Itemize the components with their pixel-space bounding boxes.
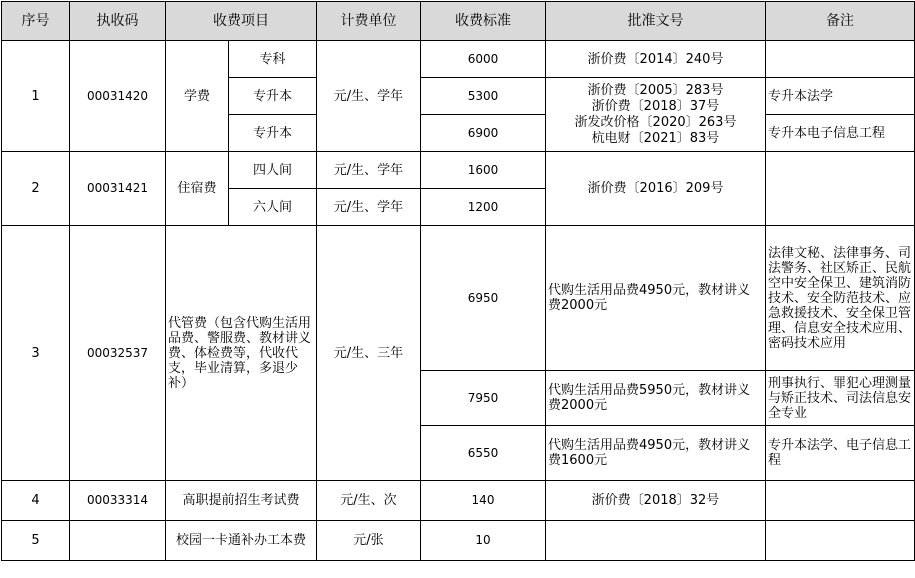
item-cell: 校园一卡通补办工本费 — [166, 521, 317, 561]
note-cell — [766, 481, 915, 521]
unit-cell: 元/生、学年 — [317, 41, 421, 152]
sub-item-cell: 四人间 — [229, 152, 317, 189]
fee-cell: 140 — [421, 481, 546, 521]
approval-cell — [546, 78, 766, 152]
approval-line: 杭电财〔2021〕83号 — [591, 130, 720, 146]
seq-cell: 4 — [2, 481, 70, 521]
note-cell — [766, 41, 915, 78]
item-cell: 高职提前招生考试费 — [166, 481, 317, 521]
sub-item-cell: 专科 — [229, 41, 317, 78]
header-code: 执收码 — [70, 2, 166, 41]
header-note: 备注 — [766, 2, 915, 41]
approval-cell: 代购生活用品费4950元，教材讲义费2000元 — [546, 226, 766, 371]
code-cell — [70, 521, 166, 561]
fee-cell: 6950 — [421, 226, 546, 371]
code-cell: 00032537 — [70, 226, 166, 481]
code-cell: 00031421 — [70, 152, 166, 226]
fee-cell: 1600 — [421, 152, 546, 189]
unit-cell: 元/生、学年 — [317, 152, 421, 189]
header-approval: 批准文号 — [546, 2, 766, 41]
fee-cell: 10 — [421, 521, 546, 561]
fee-table — [1, 1, 915, 561]
approval-line: 浙发改价格〔2020〕263号 — [574, 114, 737, 130]
seq-cell: 5 — [2, 521, 70, 561]
approval-line: 浙价费〔2005〕283号 — [587, 82, 724, 98]
table-row — [2, 152, 915, 189]
header-item: 收费项目 — [166, 2, 317, 41]
item-cell: 住宿费 — [166, 152, 229, 226]
approval-line: 浙价费〔2018〕37号 — [591, 98, 720, 114]
approval-cell: 浙价费〔2016〕209号 — [546, 152, 766, 226]
table-row — [2, 481, 915, 521]
sub-item-cell: 专升本 — [229, 78, 317, 115]
table-row — [2, 226, 915, 371]
header-unit: 计费单位 — [317, 2, 421, 41]
note-cell: 刑事执行、罪犯心理测量与矫正技术、司法信息安全专业 — [766, 371, 915, 426]
fee-cell: 6550 — [421, 426, 546, 481]
fee-cell: 7950 — [421, 371, 546, 426]
note-cell — [766, 152, 915, 226]
table-row — [2, 521, 915, 561]
note-cell: 法律文秘、法律事务、司法警务、社区矫正、民航空中安全保卫、建筑消防技术、安全防范技术、应急救援技术、安全保卫管理、信息安全技术应用、密码技术应用 — [766, 226, 915, 371]
fee-cell: 6900 — [421, 115, 546, 152]
fee-cell: 1200 — [421, 189, 546, 226]
header-seq: 序号 — [2, 2, 70, 41]
seq-cell: 1 — [2, 41, 70, 152]
table-row — [2, 41, 915, 78]
header-fee: 收费标准 — [421, 2, 546, 41]
unit-cell: 元/张 — [317, 521, 421, 561]
unit-cell: 元/生、学年 — [317, 189, 421, 226]
approval-cell: 浙价费〔2014〕240号 — [546, 41, 766, 78]
note-cell — [766, 521, 915, 561]
sub-item-cell: 六人间 — [229, 189, 317, 226]
approval-cell: 浙价费〔2018〕32号 — [546, 481, 766, 521]
seq-cell: 2 — [2, 152, 70, 226]
approval-cell — [546, 521, 766, 561]
unit-cell: 元/生、次 — [317, 481, 421, 521]
code-cell: 00031420 — [70, 41, 166, 152]
code-cell: 00033314 — [70, 481, 166, 521]
seq-cell: 3 — [2, 226, 70, 481]
unit-cell: 元/生、三年 — [317, 226, 421, 481]
item-cell: 代管费（包含代购生活用品费、警服费、教材讲义费、体检费等，代收代支，毕业清算，多退少补） — [166, 226, 317, 481]
note-cell: 专升本法学 — [766, 78, 915, 115]
fee-cell: 5300 — [421, 78, 546, 115]
note-cell: 专升本法学、电子信息工程 — [766, 426, 915, 481]
item-cell: 学费 — [166, 41, 229, 152]
note-cell: 专升本电子信息工程 — [766, 115, 915, 152]
header-row — [2, 2, 915, 41]
approval-cell: 代购生活用品费5950元，教材讲义费2000元 — [546, 371, 766, 426]
sub-item-cell: 专升本 — [229, 115, 317, 152]
fee-cell: 6000 — [421, 41, 546, 78]
approval-cell: 代购生活用品费4950元，教材讲义费1600元 — [546, 426, 766, 481]
